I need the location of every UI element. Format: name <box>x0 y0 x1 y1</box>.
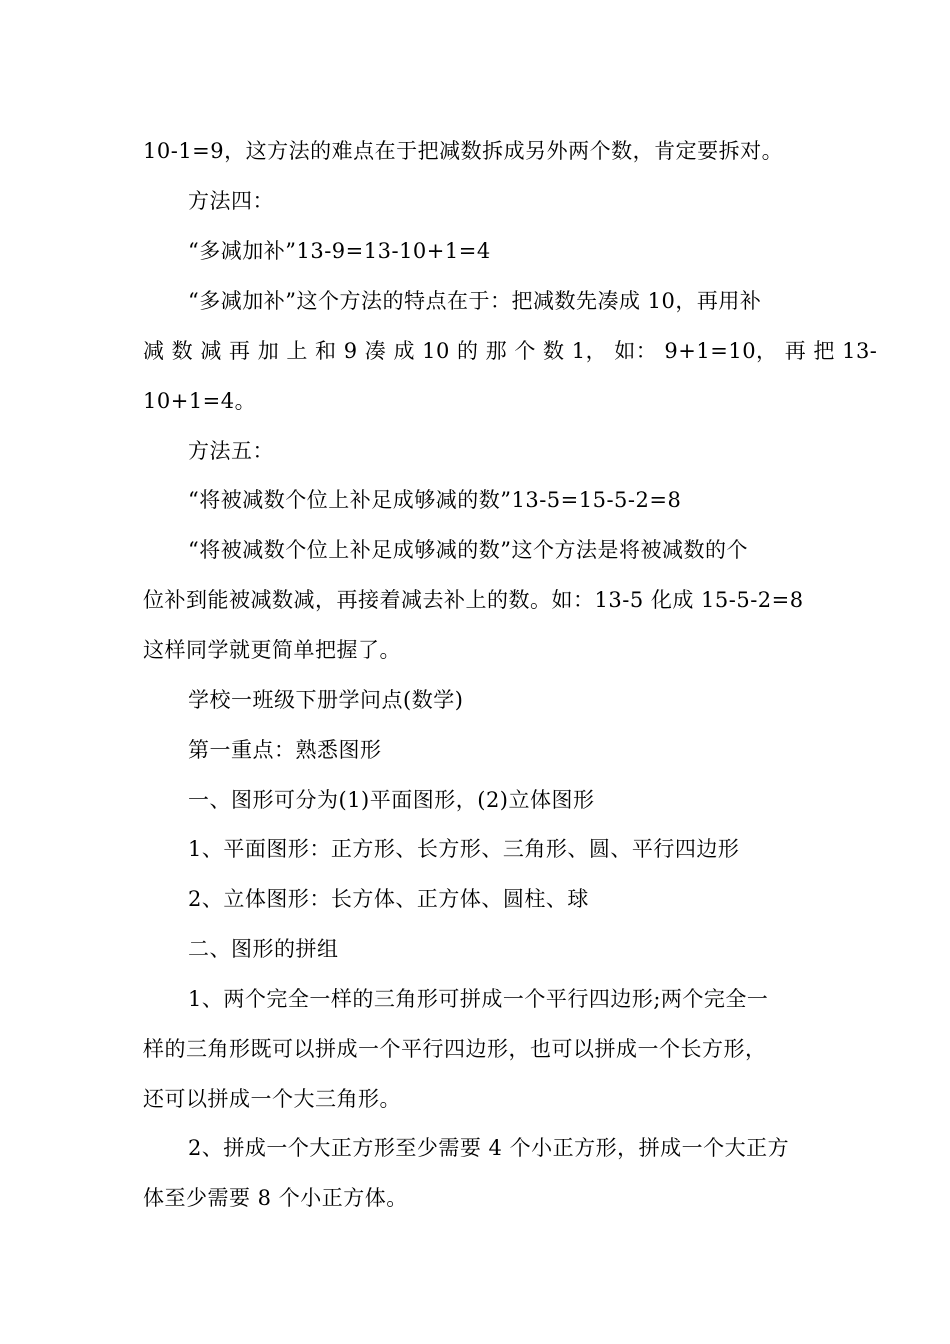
text-line: “将被减数个位上补足成够减的数”这个方法是将被减数的个 <box>188 538 748 562</box>
text-line: 样的三角形既可以拼成一个平行四边形，也可以拼成一个长方形， <box>143 1037 767 1061</box>
text-line: 还可以拼成一个大三角形。 <box>143 1087 401 1111</box>
method-four-formula: “多减加补”13-9=13-10+1=4 <box>188 239 491 263</box>
text-line: 减 数 减 再 加 上 和 9 凑 成 10 的 那 个 数 1， 如： 9+1=10， 再 把 13- <box>143 339 878 363</box>
list-item: 2、立体图形：长方体、正方体、圆柱、球 <box>188 887 589 911</box>
text-line: 2、拼成一个大正方形至少需要 4 个小正方形，拼成一个大正方 <box>188 1136 790 1160</box>
list-item: 二、图形的拼组 <box>188 937 339 961</box>
text-line: 1、两个完全一样的三角形可拼成一个平行四边形;两个完全一 <box>188 987 769 1011</box>
list-item: 一、图形可分为(1)平面图形，(2)立体图形 <box>188 788 595 812</box>
text-line: 10+1=4。 <box>143 389 257 413</box>
section-heading: 第一重点：熟悉图形 <box>188 738 382 762</box>
text-line: 位补到能被减数减，再接着减去补上的数。如：13-5 化成 15-5-2=8 <box>143 588 804 612</box>
text-line: 10-1=9，这方法的难点在于把减数拆成另外两个数，肯定要拆对。 <box>143 139 784 163</box>
method-five-heading: 方法五： <box>188 439 274 463</box>
list-item: 1、平面图形：正方形、长方形、三角形、圆、平行四边形 <box>188 837 740 861</box>
text-line: “多减加补”这个方法的特点在于：把减数先凑成 10，再用补 <box>188 289 762 313</box>
section-title: 学校一班级下册学问点(数学) <box>188 688 464 712</box>
text-line: 这样同学就更简单把握了。 <box>143 638 401 662</box>
method-four-heading: 方法四： <box>188 189 274 213</box>
text-line: 体至少需要 8 个小正方体。 <box>143 1186 408 1210</box>
method-five-formula: “将被减数个位上补足成够减的数”13-5=15-5-2=8 <box>188 488 682 512</box>
